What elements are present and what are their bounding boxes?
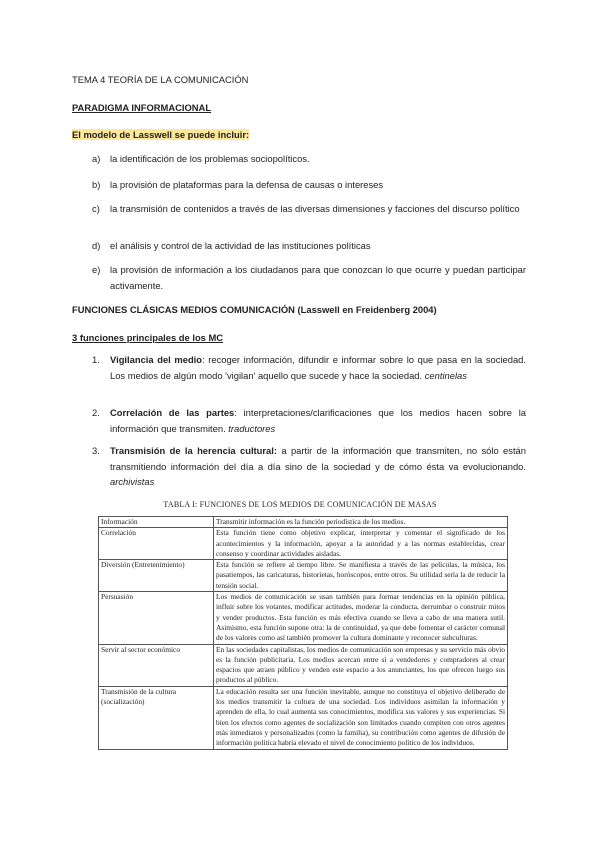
list-item — [92, 201, 526, 217]
list-item-text: la provisión de información a los ciudadanos para que conozcan lo que ocurre y puedan participar activamente. — [110, 264, 526, 291]
list-marker: e) — [92, 264, 101, 275]
function-desc: : interpretaciones/clarificaciones que los medios hacen sobre la información que transmiten. — [110, 407, 526, 434]
function-description: La educación resulta ser una función inevitable, aunque no constituya el objetivo deliberado de los medios transmitir la cultura de una sociedad. Los individuos asimilan la información y aprenden de ella, lo cual aumenta sus conocimientos, modifica sus valores y sus experiencias. Si bien los efectos como agentes de socialización son limitados cuando compiten con otros agentes más inmediatos y personalizados (como la familia), su contribución como agentes de difusión de información política habría elevado el nivel de conocimiento político de los individuos. — [214, 686, 508, 749]
list-item — [92, 443, 526, 490]
function-name: Información — [99, 517, 214, 528]
function-description: Transmitir información es la función periodística de los medios. — [214, 517, 508, 528]
table-caption: TABLA I: FUNCIONES DE LOS MEDIOS DE COMUNICACIÓN DE MASAS — [163, 500, 437, 509]
function-description: Esta función tiene como objetivo explicar, interpretar y comentar el significado de los acontecimientos y la información, apoyar a la autoridad y a las normas establecidas, crear consenso y coordinar actividades aisladas. — [214, 528, 508, 560]
media-functions-table — [98, 516, 508, 750]
function-desc: a partir de la información que transmiten, no sólo están transmitiendo información del día a día sino de la sociedad y de cómo ésta va evolucionando. — [110, 445, 526, 472]
function-name: Servir al sector económico — [99, 644, 214, 686]
function-description: Los medios de comunicación se usan también para formar tendencias en la opinión pública, influir sobre los votantes, modificar actitudes, moderar la conducta, derrumbar o construir mitos y vender productos. Esta función es más efectiva cuando se lleva a cabo de una manera sutil. Asimismo, esta función supone otra: la de continuidad, ya que debe fomentar el carácter comunal de los valores como así también promover la cultura dominante y reconocer subculturas. — [214, 592, 508, 644]
list-item-text — [110, 352, 526, 383]
list-item-text: la provisión de plataformas para la defensa de causas o intereses — [110, 179, 384, 190]
function-name: Diversión (Entretenimiento) — [99, 560, 214, 592]
list-marker: 2. — [92, 407, 100, 418]
table-row — [99, 528, 508, 560]
list-marker: c) — [92, 203, 100, 214]
highlighted-text: El modelo de Lasswell se puede incluir: — [72, 129, 250, 140]
function-note: centinelas — [424, 369, 467, 381]
function-name: Correlación — [99, 528, 214, 560]
list-item-text — [110, 443, 526, 490]
function-term: Transmisión de la herencia cultural: — [110, 445, 277, 456]
list-item-text: el análisis y control de la actividad de las instituciones políticas — [110, 240, 371, 251]
table-row — [99, 686, 508, 749]
functions-heading: FUNCIONES CLÁSICAS MEDIOS COMUNICACIÓN (Lasswell en Freidenberg 2004) — [72, 304, 437, 315]
function-note: archivistas — [110, 476, 155, 487]
list-item — [92, 405, 526, 436]
table-row — [99, 644, 508, 686]
list-marker: 1. — [92, 354, 100, 365]
function-description: En las sociedades capitalistas, los medios de comunicación son empresas y su servicio más obvio es la función publicitaria. Los medios acercan entre sí a vendedores y compradores al crear espacios que atraen público y venden este espacio a los anunciantes, los que ofrecen luego sus productos al público. — [214, 644, 508, 686]
table-row — [99, 560, 508, 592]
list-item — [92, 352, 526, 383]
main-functions-heading: 3 funciones principales de los MC — [72, 332, 224, 343]
list-marker: b) — [92, 179, 101, 190]
list-marker: d) — [92, 240, 101, 251]
function-note: traductores — [228, 422, 276, 434]
section-heading: PARADIGMA INFORMACIONAL — [72, 102, 212, 113]
document-title: TEMA 4 TEORÍA DE LA COMUNICACIÓN — [72, 74, 249, 85]
function-term: Correlación de las partes — [110, 407, 235, 418]
list-item — [92, 262, 526, 293]
list-item-text: la identificación de los problemas sociopolíticos. — [110, 153, 310, 164]
list-item-text: la transmisión de contenidos a través de las diversas dimensiones y facciones del discurso político — [110, 203, 520, 214]
function-term: Vigilancia del medio — [110, 354, 203, 365]
list-marker: 3. — [92, 445, 100, 456]
list-item — [92, 238, 526, 254]
table-row — [99, 517, 508, 528]
table-row — [99, 592, 508, 644]
lasswell-intro — [72, 127, 249, 142]
list-item-text — [110, 405, 526, 436]
list-item — [92, 151, 526, 167]
function-name: Persuasión — [99, 592, 214, 644]
list-marker: a) — [92, 153, 101, 164]
function-name: Transmisión de la cultura (socialización) — [99, 686, 214, 749]
list-item — [92, 177, 526, 193]
function-description: Esta función se refiere al tiempo libre. Se manifiesta a través de las películas, la música, los pasatiempos, las caricaturas, historietas, horóscopos, entre otros. Su utilidad sería la de reducir la tensión social. — [214, 560, 508, 592]
function-desc: : recoger información, difundir e informar sobre lo que pasa en la sociedad. Los medios de algún modo 'vigilan' aquello que sucede y hace la sociedad. — [110, 354, 526, 381]
